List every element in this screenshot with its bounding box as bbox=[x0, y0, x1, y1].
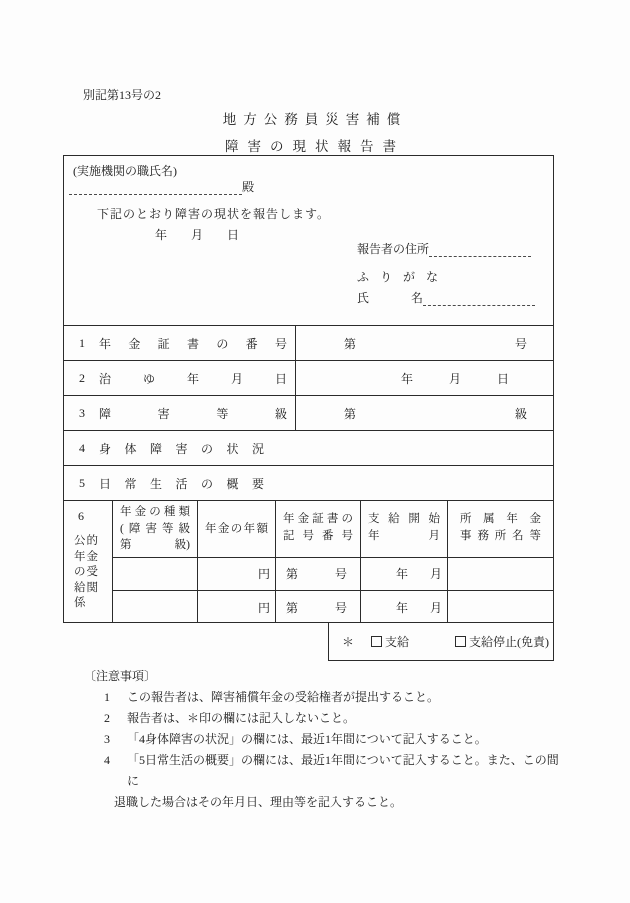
note-text bbox=[127, 729, 564, 750]
row1-value-suffix: 号 bbox=[514, 336, 527, 351]
office-line2: 事 務 所 名 等 bbox=[460, 529, 541, 542]
name-label-mei: 名 bbox=[411, 291, 424, 305]
note-item-1 bbox=[104, 687, 564, 708]
reporter-address-label: 報告者の住所 bbox=[357, 242, 430, 256]
form-title-line1: 地方公務員災害補償 bbox=[222, 112, 408, 127]
row1-number: 1 bbox=[79, 335, 85, 350]
asterisk-mark: ＊ bbox=[342, 635, 355, 649]
pension-office-field-2 bbox=[448, 591, 553, 623]
checkbox-icon[interactable] bbox=[371, 636, 382, 647]
start-line1: 支 給 開 始 bbox=[368, 513, 440, 525]
row3-label: 障 害 等 級 bbox=[99, 406, 287, 421]
form-title-line2: 障害の現状報告書 bbox=[225, 139, 405, 154]
section-public-pension bbox=[64, 500, 553, 623]
row5-number: 5 bbox=[79, 475, 85, 490]
note-item-3 bbox=[104, 729, 564, 750]
note-number: 3 bbox=[104, 732, 110, 746]
section6-side-label: 公的年金の受給関係 bbox=[74, 535, 99, 609]
row4-number: 4 bbox=[79, 440, 85, 455]
note-item-2 bbox=[104, 708, 564, 729]
form-number: 別記第13号の2 bbox=[83, 88, 162, 102]
row1-value-prefix: 第 bbox=[344, 336, 357, 351]
note-text bbox=[127, 708, 564, 729]
section6-table bbox=[113, 501, 553, 623]
row2-value-cell bbox=[296, 361, 553, 395]
row4-label-cell bbox=[64, 440, 553, 457]
cert-line2: 記 号 番 号 bbox=[283, 529, 353, 542]
pension-type-kyu: 級) bbox=[174, 539, 190, 551]
note-text-line1: 「5日常生活の概要」の欄には、最近1年間について記入すること。また、この間に bbox=[127, 753, 559, 788]
payment-status-box bbox=[328, 623, 554, 661]
row-physical-disability-status bbox=[64, 430, 553, 465]
row5-label-cell bbox=[64, 475, 553, 492]
yen-label: 円 bbox=[257, 600, 270, 615]
row4-label: 身体障害の状況 bbox=[99, 441, 278, 456]
reporter-address-line bbox=[357, 240, 531, 257]
form-header-area bbox=[64, 156, 553, 325]
addressee-honorific: 殿 bbox=[242, 180, 255, 194]
col-payment-start-header bbox=[361, 501, 448, 557]
col-pension-type-header bbox=[113, 501, 198, 557]
cert-number-field-2 bbox=[276, 591, 361, 623]
annual-amount-label: 年 金 の 年 額 bbox=[205, 522, 268, 535]
row-disability-grade bbox=[64, 395, 553, 430]
note-text-line1: 「4身体障害の状況」の欄には、最近1年間について記入すること。 bbox=[127, 732, 487, 746]
row1-label: 年 金 証 書 の 番 号 bbox=[99, 336, 287, 351]
section6-header-row bbox=[113, 501, 553, 557]
col-pension-office-header bbox=[448, 501, 553, 557]
year-label: 年 bbox=[396, 567, 409, 582]
dai-label: 第 bbox=[286, 600, 299, 615]
report-date-line: 年 月 日 bbox=[155, 228, 240, 242]
furigana-label: ふりがな bbox=[357, 270, 450, 284]
note-number: 1 bbox=[104, 690, 110, 704]
agency-name-label: (実施機関の職氏名) bbox=[73, 164, 177, 178]
note-number: 2 bbox=[104, 711, 110, 725]
month-label: 月 bbox=[429, 600, 442, 615]
row5-label: 日常生活の概要 bbox=[99, 476, 278, 491]
year-label: 年 bbox=[396, 600, 409, 615]
form-body-box bbox=[63, 155, 554, 623]
note-number: 4 bbox=[104, 753, 110, 767]
annual-amount-field-1 bbox=[198, 558, 276, 591]
cert-line1: 年 金 証 書 の bbox=[283, 513, 353, 525]
pension-office-field-1 bbox=[448, 558, 553, 591]
notes-section bbox=[84, 666, 564, 813]
row-pension-cert-number bbox=[64, 325, 553, 360]
section6-data-row-2 bbox=[113, 590, 553, 623]
section6-data-row-1 bbox=[113, 557, 553, 591]
reporter-name-blank-line bbox=[423, 291, 535, 306]
go-label: 号 bbox=[334, 567, 347, 582]
start-month-label: 月 bbox=[428, 529, 440, 542]
row3-label-cell bbox=[64, 396, 296, 430]
addressee-blank-line bbox=[69, 180, 242, 195]
col-cert-number-header bbox=[276, 501, 361, 557]
row-recovery-date bbox=[64, 360, 553, 395]
pension-type-field-2 bbox=[113, 591, 198, 623]
start-line2 bbox=[361, 528, 447, 545]
row2-value: 年 月 日 bbox=[401, 371, 509, 386]
section6-number: 6 bbox=[78, 509, 84, 523]
annual-amount-field-2 bbox=[198, 591, 276, 623]
col-annual-amount-header bbox=[198, 501, 276, 557]
addressee-line bbox=[69, 178, 254, 195]
notes-heading: 〔注意事項〕 bbox=[84, 669, 157, 683]
pension-type-line3 bbox=[113, 537, 197, 554]
checkbox-payment[interactable] bbox=[371, 633, 409, 650]
row1-label-cell bbox=[64, 326, 296, 360]
reporter-name-line bbox=[357, 289, 535, 306]
checkbox-payment-suspended[interactable] bbox=[455, 633, 549, 650]
note-item-4 bbox=[104, 750, 564, 813]
checkbox-payment-suspended-label: 支給停止(免責) bbox=[469, 635, 550, 649]
payment-start-field-1 bbox=[361, 558, 448, 591]
office-line1: 所 属 年 金 bbox=[460, 513, 541, 525]
note-text bbox=[127, 687, 564, 708]
row3-number: 3 bbox=[79, 405, 85, 420]
note-text-line1: この報告者は、障害補償年金の受給権者が提出すること。 bbox=[127, 690, 440, 704]
name-label-sei: 氏 bbox=[357, 291, 370, 305]
row1-value-cell bbox=[296, 326, 553, 360]
month-label: 月 bbox=[429, 567, 442, 582]
row2-number: 2 bbox=[79, 370, 85, 385]
pension-type-line2: ( 障 害 等 級 bbox=[120, 522, 190, 535]
report-statement: 下記のとおり障害の現状を報告します。 bbox=[97, 207, 331, 221]
note-text-line1: 報告者は、＊印の欄には記入しないこと。 bbox=[127, 711, 356, 725]
checkbox-payment-label: 支給 bbox=[385, 635, 410, 649]
row2-label-cell bbox=[64, 361, 296, 395]
reporter-address-blank-line bbox=[429, 242, 531, 257]
pension-type-dai: 第 bbox=[120, 539, 132, 551]
pension-type-line1: 年 金 の 種 類 bbox=[120, 506, 190, 518]
note-text bbox=[114, 750, 564, 813]
go-label: 号 bbox=[334, 600, 347, 615]
row3-value-cell bbox=[296, 396, 553, 430]
cert-number-field-1 bbox=[276, 558, 361, 591]
note-text-line2: 退職した場合はその年月日、理由等を記入すること。 bbox=[114, 795, 403, 809]
row3-value-suffix: 級 bbox=[514, 406, 527, 421]
payment-start-field-2 bbox=[361, 591, 448, 623]
pension-type-field-1 bbox=[113, 558, 198, 591]
dai-label: 第 bbox=[286, 567, 299, 582]
start-year-label: 年 bbox=[368, 529, 380, 542]
row-daily-life-summary bbox=[64, 465, 553, 500]
yen-label: 円 bbox=[257, 567, 270, 582]
row3-value-prefix: 第 bbox=[344, 406, 357, 421]
row2-label: 治 ゆ 年 月 日 bbox=[99, 371, 287, 386]
section6-side-cell bbox=[64, 501, 113, 623]
checkbox-icon[interactable] bbox=[455, 636, 466, 647]
